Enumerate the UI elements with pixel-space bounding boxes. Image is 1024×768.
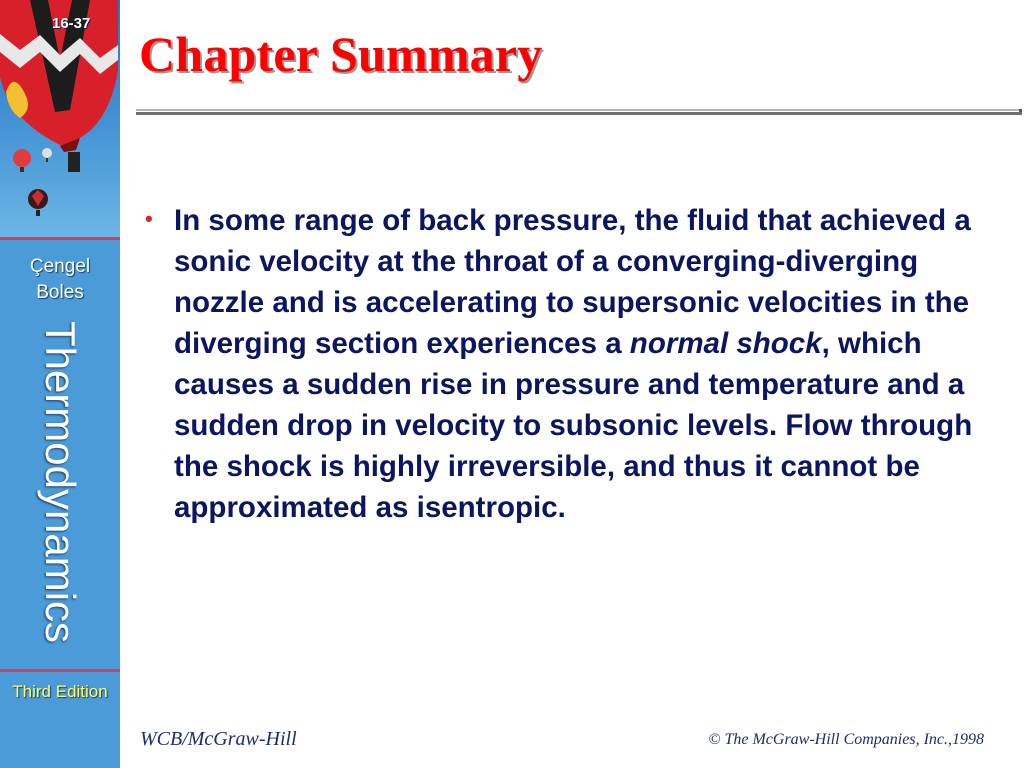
sidebar: [0, 0, 120, 768]
book-title-vertical: Thermodynamics: [37, 320, 84, 644]
title-divider: [136, 109, 1022, 115]
bullet-text: [174, 200, 1005, 528]
edition-label: Third Edition: [12, 682, 108, 701]
hot-air-balloon-image: [0, 0, 120, 237]
footer-publisher: WCB/McGraw-Hill: [140, 728, 297, 750]
bullet-text-part2: , which causes a sudden rise in pressure and temperature and a sudden drop in velocity to subsonic levels. Flow through the shock is highly irreversible, and thus it cannot be approximated as isentropic.: [174, 327, 973, 524]
sidebar-divider-top: [0, 237, 120, 240]
summary-bullet: [145, 200, 1005, 528]
author-boles: Boles: [36, 282, 84, 303]
slide-number: 16-37: [52, 15, 91, 32]
sidebar-divider-bottom: [0, 669, 120, 672]
bullet-text-emphasis: normal shock: [629, 327, 822, 360]
author-cengel: Çengel: [29, 256, 91, 277]
footer-copyright: © The McGraw-Hill Companies, Inc.,1998: [708, 731, 984, 748]
divider-end-dot: [1019, 109, 1022, 112]
bullet-marker: •: [145, 206, 153, 231]
slide-title: Chapter Summary: [139, 26, 543, 82]
bullet-text-part1: In some range of back pressure, the fluid that achieved a sonic velocity at the throat of a converging-diverging nozzle and is accelerating to supersonic velocities in the diverging section experiences a: [174, 204, 971, 360]
